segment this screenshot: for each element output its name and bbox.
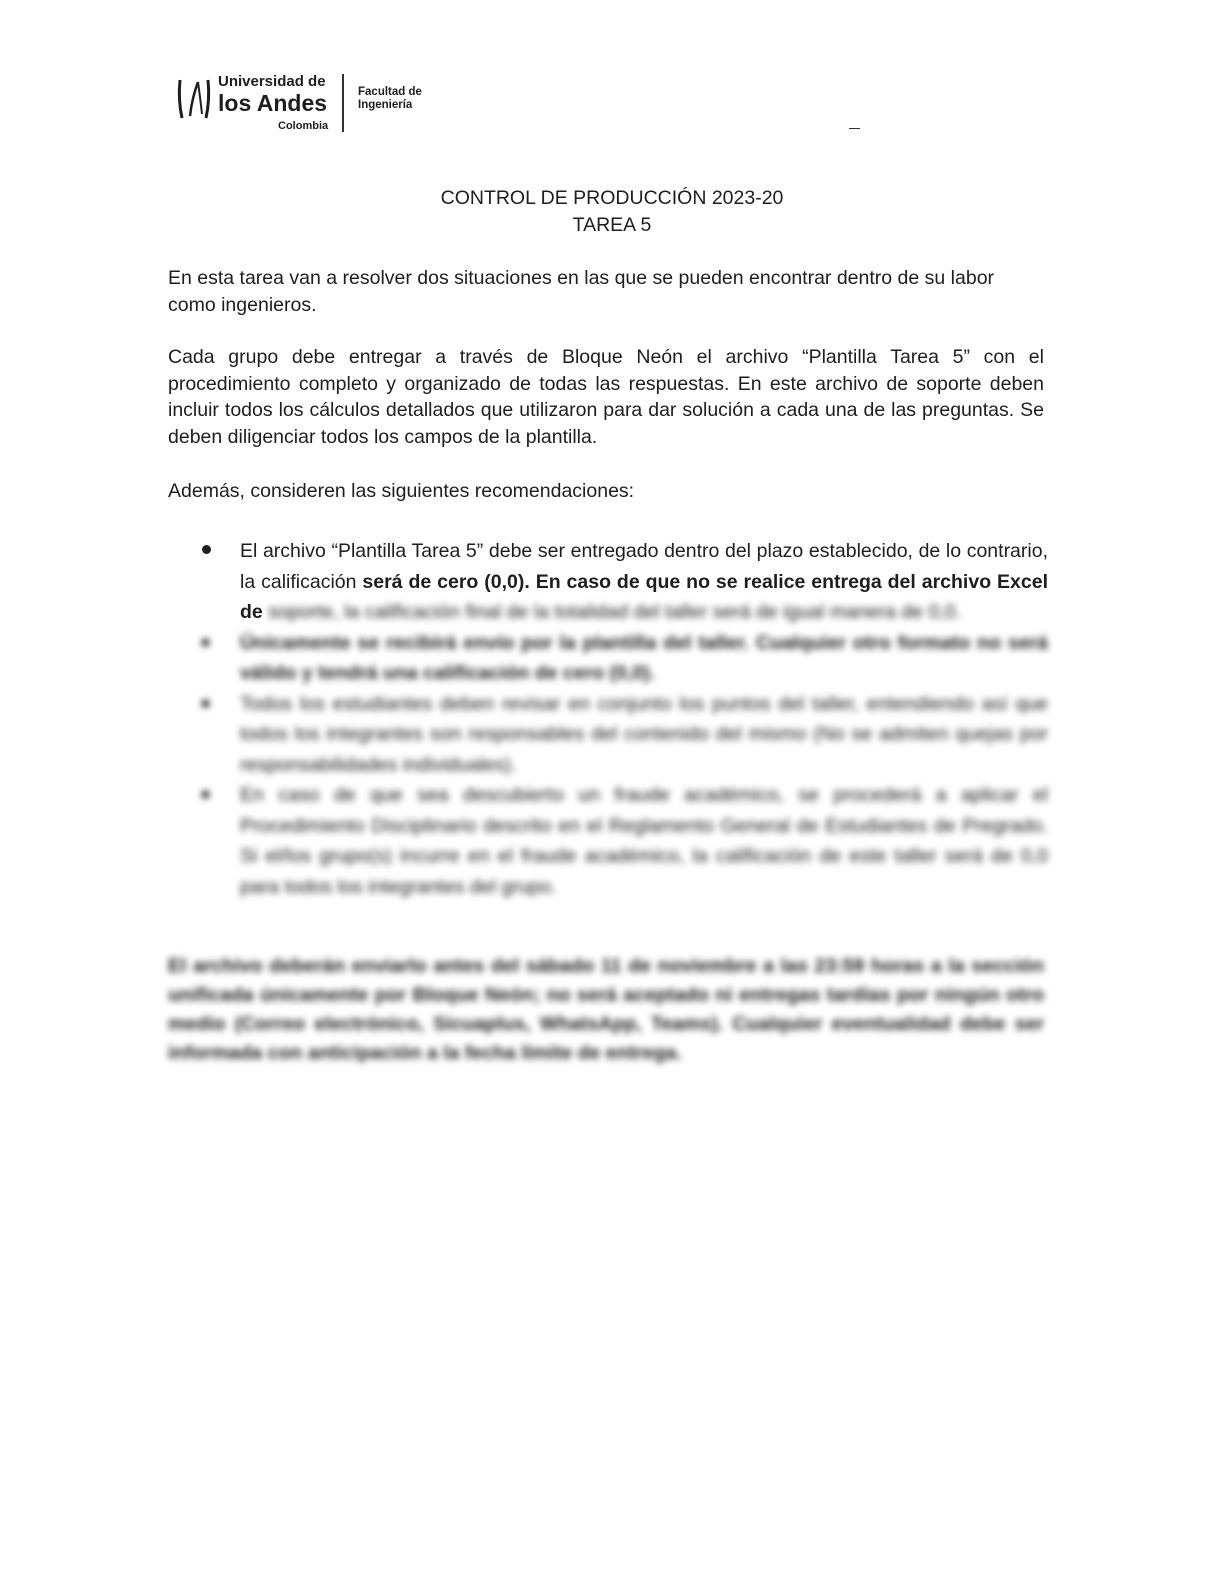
- logo-university-text: Universidad de: [218, 73, 326, 90]
- bullet-icon: [202, 700, 209, 707]
- document-subtitle: TAREA 5: [572, 214, 652, 236]
- faculty-line-2: Ingeniería: [358, 99, 413, 111]
- bullet-1-text: El archivo “Plantilla Tarea 5” debe ser entregado dentro del plazo establecido, de lo contrario, la calificación: [240, 540, 1048, 593]
- andes-mountain-logo-icon: [176, 76, 212, 122]
- bullet-1-blurred-text: soporte, la calificación final de la totalidad del taller será de igual manera de 0,0.: [268, 601, 961, 623]
- bullet-icon: [202, 639, 209, 646]
- recommendations-intro: Además, consideren las siguientes recomendaciones:: [168, 480, 635, 502]
- logo-andes-text: los Andes: [218, 90, 328, 116]
- intro-paragraph: En esta tarea van a resolver dos situaciones en las que se pueden encontrar dentro de su labor como ingenieros.: [168, 267, 995, 316]
- instructions-paragraph: Cada grupo debe entregar a través de Bloque Neón el archivo “Plantilla Tarea 5” con el procedimiento completo y organizado de todas las respuestas. En este archivo de soporte deben incluir todos los cálculos detallados que utilizaron para dar solución a cada una de las preguntas. Se deben diligenciar todos los campos de la plantilla.: [168, 346, 1044, 448]
- logo-divider: [342, 74, 344, 132]
- faculty-name: [358, 86, 422, 112]
- university-logo: [176, 72, 436, 136]
- bullet-4-text: En caso de que sea descubierto un fraude académico, se procederá a aplicar el Procedimiento Disciplinario descrito en el Reglamento General de Estudiantes de Pregrado. Si el/los grupo(s) incurre en el fraude académico, la calificación de este taller será de 0,0 para todos los integrantes del grupo.: [240, 784, 1048, 898]
- bullet-icon: [202, 545, 211, 554]
- list-item: [202, 536, 1048, 628]
- bullet-3-text: Todos los estudiantes deben revisar en conjunto los puntos del taller, entendiendo así que todos los integrantes son responsables del contenido del mismo (No se admiten quejas por responsabilidades individuales).: [240, 692, 1048, 776]
- document-title: CONTROL DE PRODUCCIÓN 2023-20: [440, 187, 784, 209]
- bullet-icon: [202, 791, 209, 798]
- bullet-1-bold-text: será de cero (0,0). En caso de que no se realice entrega del archivo Excel de: [240, 570, 1048, 623]
- logo-country-text: Colombia: [278, 120, 329, 132]
- bullet-2-text: Únicamente se recibirá envío por la plantilla del taller. Cualquier otro formato no será válido y tendrá una calificación de cero (0,0).: [240, 631, 1048, 684]
- list-item: [202, 780, 1048, 902]
- header-dash: [849, 128, 860, 129]
- list-item: [202, 628, 1048, 689]
- faculty-line-1: Facultad de: [358, 86, 422, 98]
- closing-paragraph: El archivo deberán enviarlo antes del sábado 11 de noviembre a las 23:59 horas a la sección unificada únicamente por Bloque Neón; no será aceptado ni entregas tardías por ningún otro medio (Correo electrónico, Sicuaplus, WhatsApp, Teams). Cualquier eventualidad debe ser informada con anticipación a la fecha límite de entrega.: [168, 955, 1044, 1064]
- list-item: [202, 689, 1048, 781]
- recommendations-list: [202, 536, 1048, 902]
